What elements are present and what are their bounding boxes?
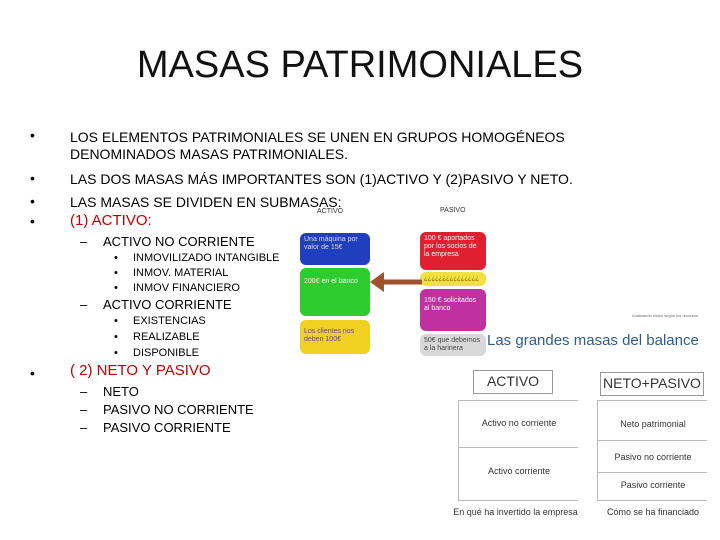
box-maquina: Una máquina por valor de 15€ <box>300 233 370 265</box>
dash: – <box>80 420 88 435</box>
item-disponible: DISPONIBLE <box>133 347 200 359</box>
sub-dot: • <box>114 347 118 359</box>
cell-pasivo-corriente: Pasivo corriente <box>620 480 686 490</box>
bullet-text-1a: LOS ELEMENTOS PATRIMONIALES SE UNEN EN GRUPOS HOMOGÉNEOS <box>70 129 565 145</box>
table-line <box>597 400 598 500</box>
footer-invertido: En qué ha invertido la empresa <box>453 507 578 517</box>
dash: – <box>80 297 88 312</box>
cell-activo-no-corriente: Activo no corriente <box>481 418 557 428</box>
bullet-dot: • <box>30 193 35 209</box>
table-line <box>597 400 707 401</box>
footer-financiado: Cómo se ha financiado <box>606 507 700 517</box>
item-intangible: INMOVILIZADO INTANGIBLE <box>133 252 280 264</box>
table-line <box>597 500 707 501</box>
item-neto: NETO <box>103 384 139 399</box>
cell-pasivo-no-corriente: Pasivo no corriente <box>614 452 692 462</box>
item-existencias: EXISTENCIAS <box>133 315 206 327</box>
sub-dot: • <box>114 315 118 327</box>
balance-col-activo: ACTIVO <box>473 370 553 394</box>
box-banco: 200€ en el banco <box>300 268 370 316</box>
sub-dot: • <box>114 252 118 264</box>
diagram-pasivo-label: PASIVO <box>440 207 466 214</box>
box-interrogantes: ¿¿¿¿¿¿¿¿¿¿¿¿¿¿¿ <box>420 272 486 286</box>
activo-corriente: ACTIVO CORRIENTE <box>103 297 232 312</box>
table-line <box>458 400 459 500</box>
sub-dot: • <box>114 267 118 279</box>
bullet-dot: • <box>30 213 35 229</box>
balance-col-pasivo: NETO+PASIVO <box>600 372 704 396</box>
bullet-text-1b: DENOMINADOS MASAS PATRIMONIALES. <box>70 146 348 162</box>
item-pasivo-no-corriente: PASIVO NO CORRIENTE <box>103 402 254 417</box>
bullet-dot: • <box>30 365 35 381</box>
sub-dot: • <box>114 282 118 294</box>
dash: – <box>80 234 88 249</box>
diagram-activo-label: ACTIVO <box>317 208 344 215</box>
activo-no-corriente: ACTIVO NO CORRIENTE <box>103 234 255 249</box>
table-line <box>458 400 578 401</box>
table-line <box>458 447 578 448</box>
bullet-text-2: LAS DOS MASAS MÁS IMPORTANTES SON (1)ACTIVO Y (2)PASIVO Y NETO. <box>70 171 573 187</box>
cell-activo-corriente: Activo corriente <box>487 466 551 476</box>
bullet-text-4: (1) ACTIVO: <box>70 212 152 229</box>
box-harinera: 50€ que debemos a la harinera <box>420 334 486 356</box>
sub-dot: • <box>114 331 118 343</box>
box-solicitados: 150 € solicitados al banco <box>420 289 486 331</box>
item-financiero: INMOV FINANCIERO <box>133 282 240 294</box>
table-line <box>458 500 578 501</box>
item-realizable: REALIZABLE <box>133 331 200 343</box>
diagram-caption: Analizando visión según los recursos <box>632 313 698 318</box>
item-pasivo-corriente: PASIVO CORRIENTE <box>103 420 231 435</box>
neto-pasivo-heading: ( 2) NETO Y PASIVO <box>70 362 211 379</box>
box-socios: 100 € aportados por los socios de la empresa <box>420 232 486 270</box>
cell-neto-patrimonial: Neto patrimonial <box>620 419 686 429</box>
table-line <box>597 440 707 441</box>
bullet-dot: • <box>30 170 35 186</box>
dash: – <box>80 402 88 417</box>
table-line <box>597 472 707 473</box>
bullet-dot: • <box>30 127 35 143</box>
arrow-icon <box>368 268 424 298</box>
dash: – <box>80 384 88 399</box>
page-title: MASAS PATRIMONIALES <box>136 44 584 86</box>
bullet-text-3: LAS MASAS SE DIVIDEN EN SUBMASAS: <box>70 194 342 210</box>
box-clientes: Los clientes nos deben 100€ <box>300 320 370 354</box>
item-material: INMOV. MATERIAL <box>133 267 229 279</box>
balance-title: Las grandes masas del balance <box>487 332 699 349</box>
